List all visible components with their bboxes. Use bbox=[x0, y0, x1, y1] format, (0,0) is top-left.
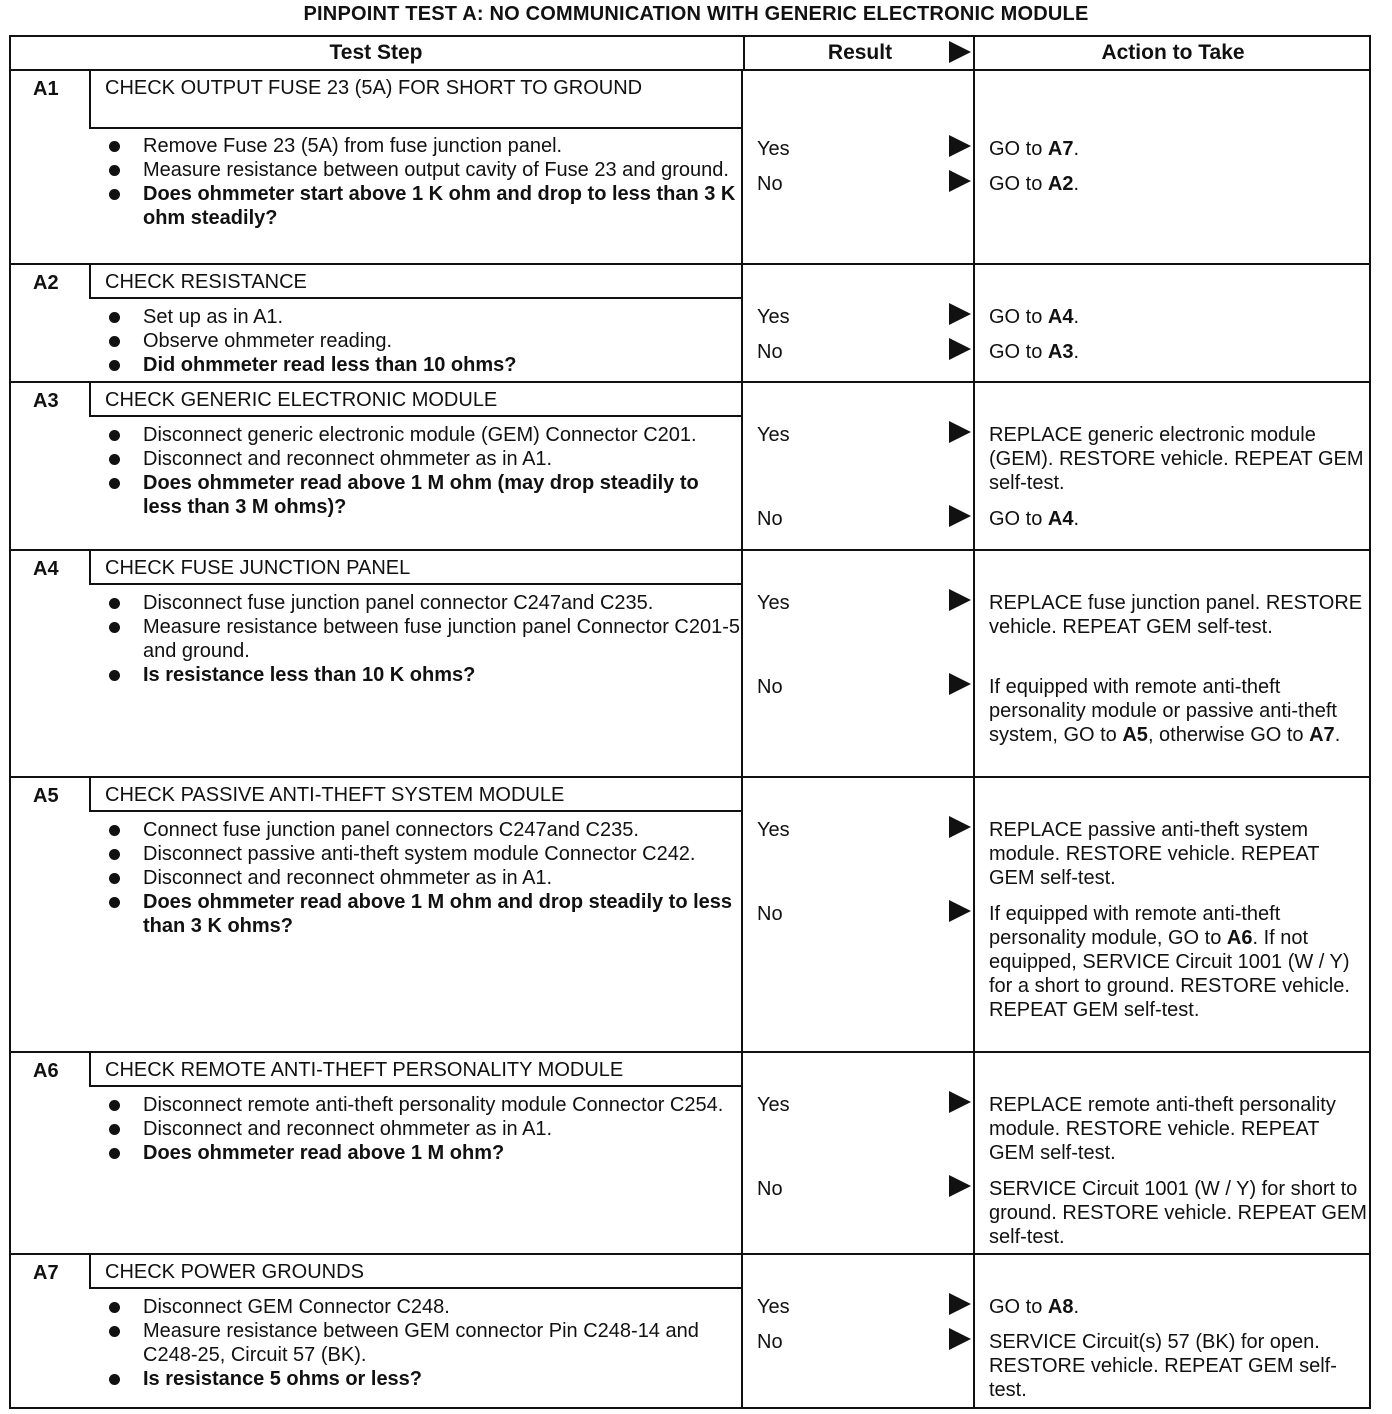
action-yes: GO to A4. bbox=[989, 306, 1080, 328]
result-cell bbox=[741, 265, 975, 381]
list-item: Connect fuse junction panel connectors C247and C235. bbox=[103, 818, 743, 842]
action-no: GO to A3. bbox=[989, 341, 1080, 363]
arrow-icon bbox=[949, 1091, 971, 1113]
arrow-icon bbox=[949, 338, 971, 360]
header-action: Action to Take bbox=[973, 37, 1371, 69]
result-no: No bbox=[757, 173, 783, 195]
step-question: Did ohmmeter read less than 10 ohms? bbox=[103, 353, 743, 377]
action-cell bbox=[973, 265, 1371, 381]
arrow-icon bbox=[949, 170, 971, 192]
result-no: No bbox=[757, 341, 783, 363]
step-instructions bbox=[103, 591, 743, 687]
test-step-a1 bbox=[11, 71, 1369, 265]
arrow-icon bbox=[949, 1293, 971, 1315]
test-step-a4 bbox=[11, 551, 1369, 778]
action-no: If equipped with remote anti-theft personality module or passive anti-theft system, GO to A5, otherwise GO to A7. bbox=[989, 676, 1341, 746]
step-id: A1 bbox=[11, 71, 91, 129]
list-item: Disconnect passive anti-theft system module Connector C242. bbox=[103, 842, 743, 866]
step-title: CHECK FUSE JUNCTION PANEL bbox=[91, 551, 741, 585]
step-instructions bbox=[103, 1093, 743, 1165]
action-no: GO to A4. bbox=[989, 508, 1080, 530]
list-item: Disconnect and reconnect ohmmeter as in A1. bbox=[103, 447, 743, 471]
step-instructions bbox=[103, 423, 743, 519]
step-instructions bbox=[103, 305, 743, 377]
arrow-icon bbox=[949, 421, 971, 443]
step-id: A7 bbox=[11, 1255, 91, 1289]
step-instructions bbox=[103, 134, 743, 230]
action-cell bbox=[973, 551, 1371, 776]
action-no: SERVICE Circuit 1001 (W / Y) for short to ground. RESTORE vehicle. REPEAT GEM self-test. bbox=[989, 1178, 1367, 1248]
step-title: CHECK PASSIVE ANTI-THEFT SYSTEM MODULE bbox=[91, 778, 741, 812]
result-yes: Yes bbox=[757, 819, 790, 841]
step-title: CHECK OUTPUT FUSE 23 (5A) FOR SHORT TO GROUND bbox=[91, 71, 741, 129]
step-id: A6 bbox=[11, 1053, 91, 1087]
list-item: Measure resistance between fuse junction panel Connector C201-5 and ground. bbox=[103, 615, 743, 663]
pinpoint-test-table bbox=[9, 35, 1371, 1409]
step-question: Does ohmmeter start above 1 K ohm and drop to less than 3 K ohm steadily? bbox=[103, 182, 743, 230]
test-step-a7 bbox=[11, 1255, 1369, 1407]
action-cell bbox=[973, 1255, 1371, 1407]
test-step-a5 bbox=[11, 778, 1369, 1053]
arrow-icon bbox=[949, 816, 971, 838]
arrow-icon bbox=[949, 1328, 971, 1350]
result-yes: Yes bbox=[757, 306, 790, 328]
action-no: GO to A2. bbox=[989, 173, 1080, 195]
arrow-icon bbox=[949, 505, 971, 527]
result-no: No bbox=[757, 1331, 783, 1353]
step-question: Does ohmmeter read above 1 M ohm and drop steadily to less than 3 K ohms? bbox=[103, 890, 743, 938]
result-no: No bbox=[757, 508, 783, 530]
result-yes: Yes bbox=[757, 592, 790, 614]
list-item: Measure resistance between output cavity of Fuse 23 and ground. bbox=[103, 158, 743, 182]
step-id: A2 bbox=[11, 265, 91, 299]
step-instructions bbox=[103, 818, 743, 938]
header-test-step: Test Step bbox=[329, 41, 423, 64]
list-item: Disconnect generic electronic module (GEM) Connector C201. bbox=[103, 423, 743, 447]
action-yes: REPLACE passive anti-theft system module. RESTORE vehicle. REPEAT GEM self-test. bbox=[989, 819, 1320, 889]
test-step-a2 bbox=[11, 265, 1369, 383]
action-yes: GO to A7. bbox=[989, 138, 1080, 160]
result-yes: Yes bbox=[757, 138, 790, 160]
header-result: Result bbox=[743, 37, 975, 69]
result-cell bbox=[741, 1255, 975, 1407]
result-cell bbox=[741, 71, 975, 263]
list-item: Disconnect GEM Connector C248. bbox=[103, 1295, 743, 1319]
step-id: A4 bbox=[11, 551, 91, 585]
step-title: CHECK POWER GROUNDS bbox=[91, 1255, 741, 1289]
list-item: Measure resistance between GEM connector Pin C248-14 and C248-25, Circuit 57 (BK). bbox=[103, 1319, 743, 1367]
step-id: A3 bbox=[11, 383, 91, 417]
result-cell bbox=[741, 383, 975, 549]
action-cell bbox=[973, 1053, 1371, 1253]
list-item: Disconnect and reconnect ohmmeter as in A1. bbox=[103, 866, 743, 890]
step-question: Is resistance less than 10 K ohms? bbox=[103, 663, 743, 687]
arrow-icon bbox=[949, 1175, 971, 1197]
step-question: Is resistance 5 ohms or less? bbox=[103, 1367, 743, 1391]
list-item: Disconnect remote anti-theft personality module Connector C254. bbox=[103, 1093, 743, 1117]
result-yes: Yes bbox=[757, 1094, 790, 1116]
action-cell bbox=[973, 778, 1371, 1051]
header-arrow-icon bbox=[949, 41, 971, 63]
arrow-icon bbox=[949, 135, 971, 157]
result-no: No bbox=[757, 676, 783, 698]
step-id: A5 bbox=[11, 778, 91, 812]
list-item: Remove Fuse 23 (5A) from fuse junction panel. bbox=[103, 134, 743, 158]
result-cell bbox=[741, 1053, 975, 1253]
action-yes: REPLACE generic electronic module (GEM). RESTORE vehicle. REPEAT GEM self-test. bbox=[989, 424, 1364, 494]
action-no: If equipped with remote anti-theft personality module, GO to A6. If not equipped, SERVICE Circuit 1001 (W / Y) for a short to ground. RESTORE vehicle. REPEAT GEM self-test. bbox=[989, 903, 1350, 1021]
result-no: No bbox=[757, 1178, 783, 1200]
action-yes: GO to A8. bbox=[989, 1296, 1080, 1318]
result-cell bbox=[741, 551, 975, 776]
step-question: Does ohmmeter read above 1 M ohm (may drop steadily to less than 3 M ohms)? bbox=[103, 471, 743, 519]
step-title: CHECK GENERIC ELECTRONIC MODULE bbox=[91, 383, 741, 417]
arrow-icon bbox=[949, 673, 971, 695]
list-item: Disconnect and reconnect ohmmeter as in A1. bbox=[103, 1117, 743, 1141]
result-cell bbox=[741, 778, 975, 1051]
list-item: Observe ohmmeter reading. bbox=[103, 329, 743, 353]
table-header bbox=[11, 37, 1369, 71]
result-no: No bbox=[757, 903, 783, 925]
result-yes: Yes bbox=[757, 424, 790, 446]
action-cell bbox=[973, 383, 1371, 549]
step-question: Does ohmmeter read above 1 M ohm? bbox=[103, 1141, 743, 1165]
arrow-icon bbox=[949, 589, 971, 611]
arrow-icon bbox=[949, 900, 971, 922]
arrow-icon bbox=[949, 303, 971, 325]
step-instructions bbox=[103, 1295, 743, 1391]
action-yes: REPLACE remote anti-theft personality module. RESTORE vehicle. REPEAT GEM self-test. bbox=[989, 1094, 1336, 1164]
action-no: SERVICE Circuit(s) 57 (BK) for open. RESTORE vehicle. REPEAT GEM self-test. bbox=[989, 1331, 1337, 1401]
test-step-a3 bbox=[11, 383, 1369, 551]
result-yes: Yes bbox=[757, 1296, 790, 1318]
test-step-a6 bbox=[11, 1053, 1369, 1255]
step-title: CHECK RESISTANCE bbox=[91, 265, 741, 299]
action-yes: REPLACE fuse junction panel. RESTORE vehicle. REPEAT GEM self-test. bbox=[989, 592, 1363, 638]
action-cell bbox=[973, 71, 1371, 263]
list-item: Set up as in A1. bbox=[103, 305, 743, 329]
page-title: PINPOINT TEST A: NO COMMUNICATION WITH GENERIC ELECTRONIC MODULE bbox=[303, 3, 1089, 25]
list-item: Disconnect fuse junction panel connector C247and C235. bbox=[103, 591, 743, 615]
step-title: CHECK REMOTE ANTI-THEFT PERSONALITY MODULE bbox=[91, 1053, 741, 1087]
